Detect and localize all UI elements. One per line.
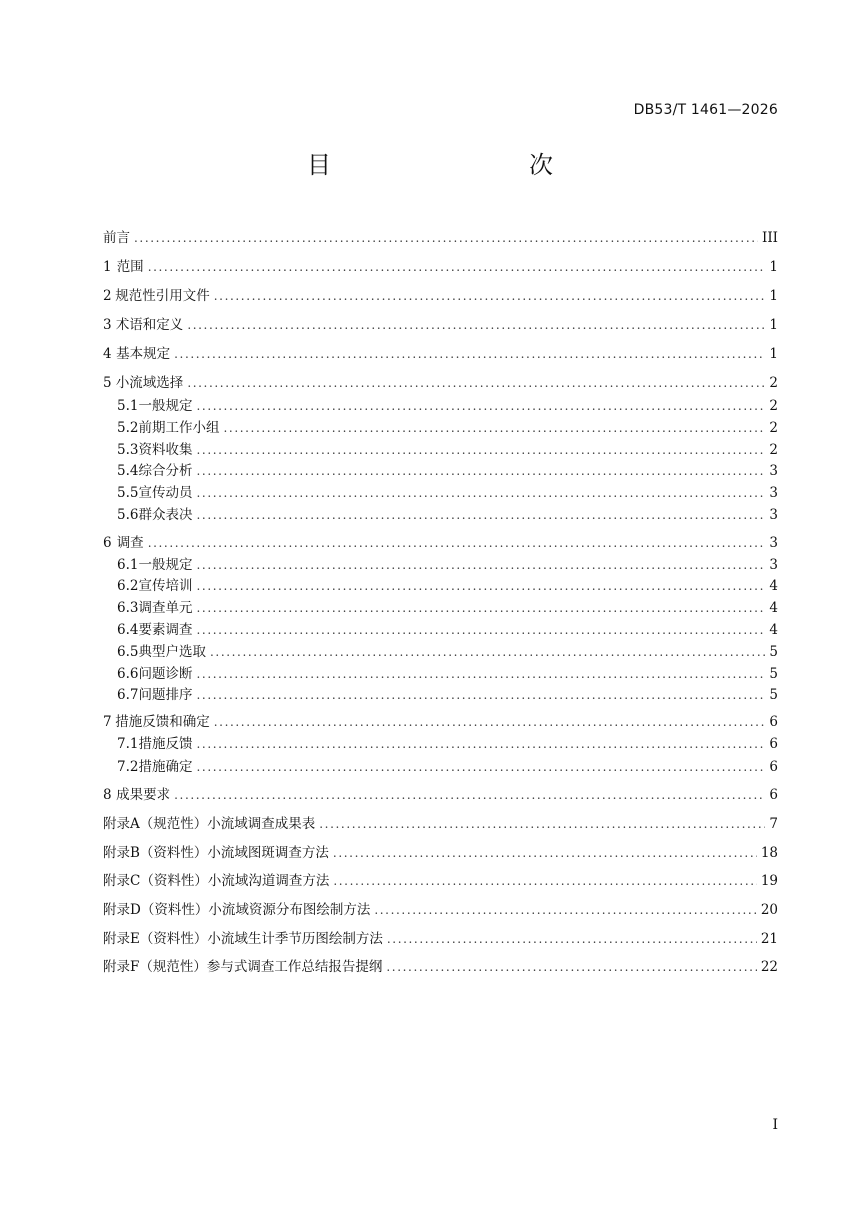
toc-entry-page: 4 [769,622,778,638]
toc-entry-page: 5 [769,644,778,660]
toc-entry-number: 5.5 [117,485,139,501]
toc-entry-label: 措施确定 [138,759,193,775]
toc-entry[interactable] [117,642,778,662]
toc-entry-page: 3 [769,463,778,479]
toc-entry[interactable] [103,228,778,248]
dot-leader [196,505,765,525]
toc-entry[interactable] [117,418,778,438]
toc-entry-label: 典型户选取 [138,644,206,660]
toc-entry-page: 6 [769,714,778,730]
toc-entry-page: 22 [760,959,778,975]
toc-entry-page: 3 [769,557,778,573]
dot-leader [196,664,765,684]
toc-entry-number: 附录E（资料性） [103,931,208,947]
toc-entry[interactable] [117,664,778,684]
toc-entry[interactable] [103,814,778,834]
toc-entry[interactable] [117,620,778,640]
toc-entry-label: 宣传动员 [138,485,193,501]
toc-entry-number: 5 [103,375,112,391]
toc-entry[interactable] [103,344,778,364]
toc-entry-number: 5.1 [117,398,139,414]
toc-entry[interactable] [117,461,778,481]
toc-entry-label: 要素调查 [138,622,193,638]
toc-entry-label: 基本规定 [116,346,171,362]
toc-entry-number: 6.1 [117,557,139,573]
toc-entry[interactable] [117,483,778,503]
toc-entry[interactable] [103,957,778,977]
toc-entry[interactable] [117,505,778,525]
toc-entry-label: 综合分析 [138,463,193,479]
toc-entry-label: 问题诊断 [138,666,193,682]
toc-entry-page: 2 [769,375,778,391]
toc-entry[interactable] [117,396,778,416]
toc-entry-page: 19 [760,873,778,889]
toc-entry-number: 7.1 [117,736,139,752]
dot-leader [196,461,765,481]
toc-entry[interactable] [117,555,778,575]
dot-leader [196,734,765,754]
dot-leader [333,843,757,863]
dot-leader [223,418,765,438]
toc-entry-label: 参与式调查工作总结报告提纲 [206,959,383,975]
dot-leader [210,642,765,662]
toc-entry-number: 6.6 [117,666,139,682]
toc-entry[interactable] [103,533,778,553]
toc-entry[interactable] [103,843,778,863]
dot-leader [196,620,765,640]
toc-entry-number: 6.2 [117,578,139,594]
toc-entry[interactable] [103,785,778,805]
toc-entry[interactable] [103,315,778,335]
toc-entry-label: 问题排序 [138,687,193,703]
toc-entry-number: 附录B（资料性） [103,845,208,861]
dot-leader [386,957,756,977]
toc-entry[interactable] [117,576,778,596]
toc-entry-page: 1 [769,288,778,304]
toc-entry-label: 范围 [116,259,144,275]
toc-entry-label: 小流域生计季节历图绘制方法 [207,931,383,947]
toc-entry-page: 4 [769,578,778,594]
dot-leader [174,785,765,805]
dot-leader [387,929,757,949]
toc-entry-label: 小流域资源分布图绘制方法 [208,902,371,918]
dot-leader [148,257,766,277]
toc-entry-label: 小流域调查成果表 [207,816,316,832]
toc-entry-page: 2 [769,442,778,458]
dot-leader [187,373,765,393]
toc-entry-number: 6.5 [117,644,139,660]
toc-entry-number: 1 [103,259,112,275]
toc-entry-page: 5 [769,666,778,682]
toc-entry[interactable] [103,286,778,306]
toc-entry[interactable] [103,900,778,920]
page-number: I [772,1117,778,1133]
toc-entry[interactable] [103,871,778,891]
toc-entry-page: 1 [769,317,778,333]
toc-entry-number: 2 [103,288,112,304]
dot-leader [374,900,756,920]
toc-entry-label: 前期工作小组 [138,420,220,436]
toc-entry-page: 6 [769,759,778,775]
dot-leader [214,286,766,306]
dot-leader [196,757,765,777]
toc-entry[interactable] [103,257,778,277]
toc-entry[interactable] [117,757,778,777]
toc-entry-number: 5.4 [117,463,139,479]
toc-entry[interactable] [117,734,778,754]
toc-entry-number: 附录A（规范性） [103,816,208,832]
dot-leader [196,483,765,503]
toc-entry-label: 成果要求 [116,787,171,803]
toc-entry-number: 附录D（资料性） [103,902,209,918]
toc-entry-number: 5.3 [117,442,139,458]
toc-entry[interactable] [103,929,778,949]
dot-leader [196,598,765,618]
toc-entry-label: 群众表决 [138,507,193,523]
document-code: DB53/T 1461—2026 [633,102,778,118]
toc-entry-number: 6.4 [117,622,139,638]
toc-entry-page: 2 [769,398,778,414]
dot-leader [319,814,765,834]
toc-entry-page: 3 [769,507,778,523]
toc-entry-page: 1 [769,346,778,362]
dot-leader [134,228,758,248]
toc-entry-number: 5.2 [117,420,139,436]
dot-leader [196,555,765,575]
toc-entry-label: 前言 [103,230,130,246]
toc-entry-page: 3 [769,535,778,551]
toc-entry-page: 5 [769,687,778,703]
toc-entry-number: 附录C（资料性） [103,873,208,889]
toc-entry[interactable] [117,598,778,618]
toc-entry-number: 3 [103,317,112,333]
dot-leader [148,533,766,553]
toc-entry[interactable] [117,685,778,705]
dot-leader [214,712,766,732]
dot-leader [187,315,765,335]
toc-entry-number: 7.2 [117,759,139,775]
toc-entry-label: 规范性引用文件 [115,288,210,304]
toc-entry-page: 7 [769,816,778,832]
toc-entry-number: 6.3 [117,600,139,616]
toc-entry-label: 措施反馈和确定 [115,714,210,730]
toc-entry-label: 资料收集 [138,442,193,458]
toc-entry-page: 20 [760,902,778,918]
dot-leader [196,440,765,460]
toc-entry-label: 小流域选择 [115,375,184,391]
dot-leader [196,576,765,596]
toc-entry-number: 6 [103,535,112,551]
toc-entry-label: 调查单元 [138,600,193,616]
dot-leader [196,685,765,705]
toc-entry-label: 一般规定 [138,398,193,414]
toc-entry-page: 6 [769,736,778,752]
toc-entry-page: 21 [760,931,778,947]
toc-entry-label: 术语和定义 [115,317,184,333]
toc-entry-page: 4 [769,600,778,616]
toc-entry-page: 1 [769,259,778,275]
toc-entry-label: 宣传培训 [138,578,193,594]
toc-entry-number: 4 [103,346,112,362]
dot-leader [333,871,756,891]
toc-entry-page: 18 [760,845,778,861]
toc-entry-label: 小流域图斑调查方法 [207,845,329,861]
toc-entry-page: 3 [769,485,778,501]
toc-entry-number: 附录F（规范性） [103,959,207,975]
toc-entry-number: 7 [103,714,112,730]
toc-entry-page: 2 [769,420,778,436]
toc-entry[interactable] [117,440,778,460]
toc-entry-label: 一般规定 [138,557,193,573]
toc-entry[interactable] [103,373,778,393]
page-title: 目 次 [307,151,603,179]
toc-entry[interactable] [103,712,778,732]
toc-entry-number: 8 [103,787,112,803]
toc-entry-label: 措施反馈 [138,736,193,752]
toc-entry-number: 5.6 [117,507,139,523]
toc-entry-page: III [762,230,778,246]
toc-entry-label: 小流域沟道调查方法 [207,873,330,889]
toc-entry-label: 调查 [116,535,144,551]
dot-leader [174,344,765,364]
dot-leader [196,396,765,416]
toc-entry-number: 6.7 [117,687,139,703]
toc-entry-page: 6 [769,787,778,803]
